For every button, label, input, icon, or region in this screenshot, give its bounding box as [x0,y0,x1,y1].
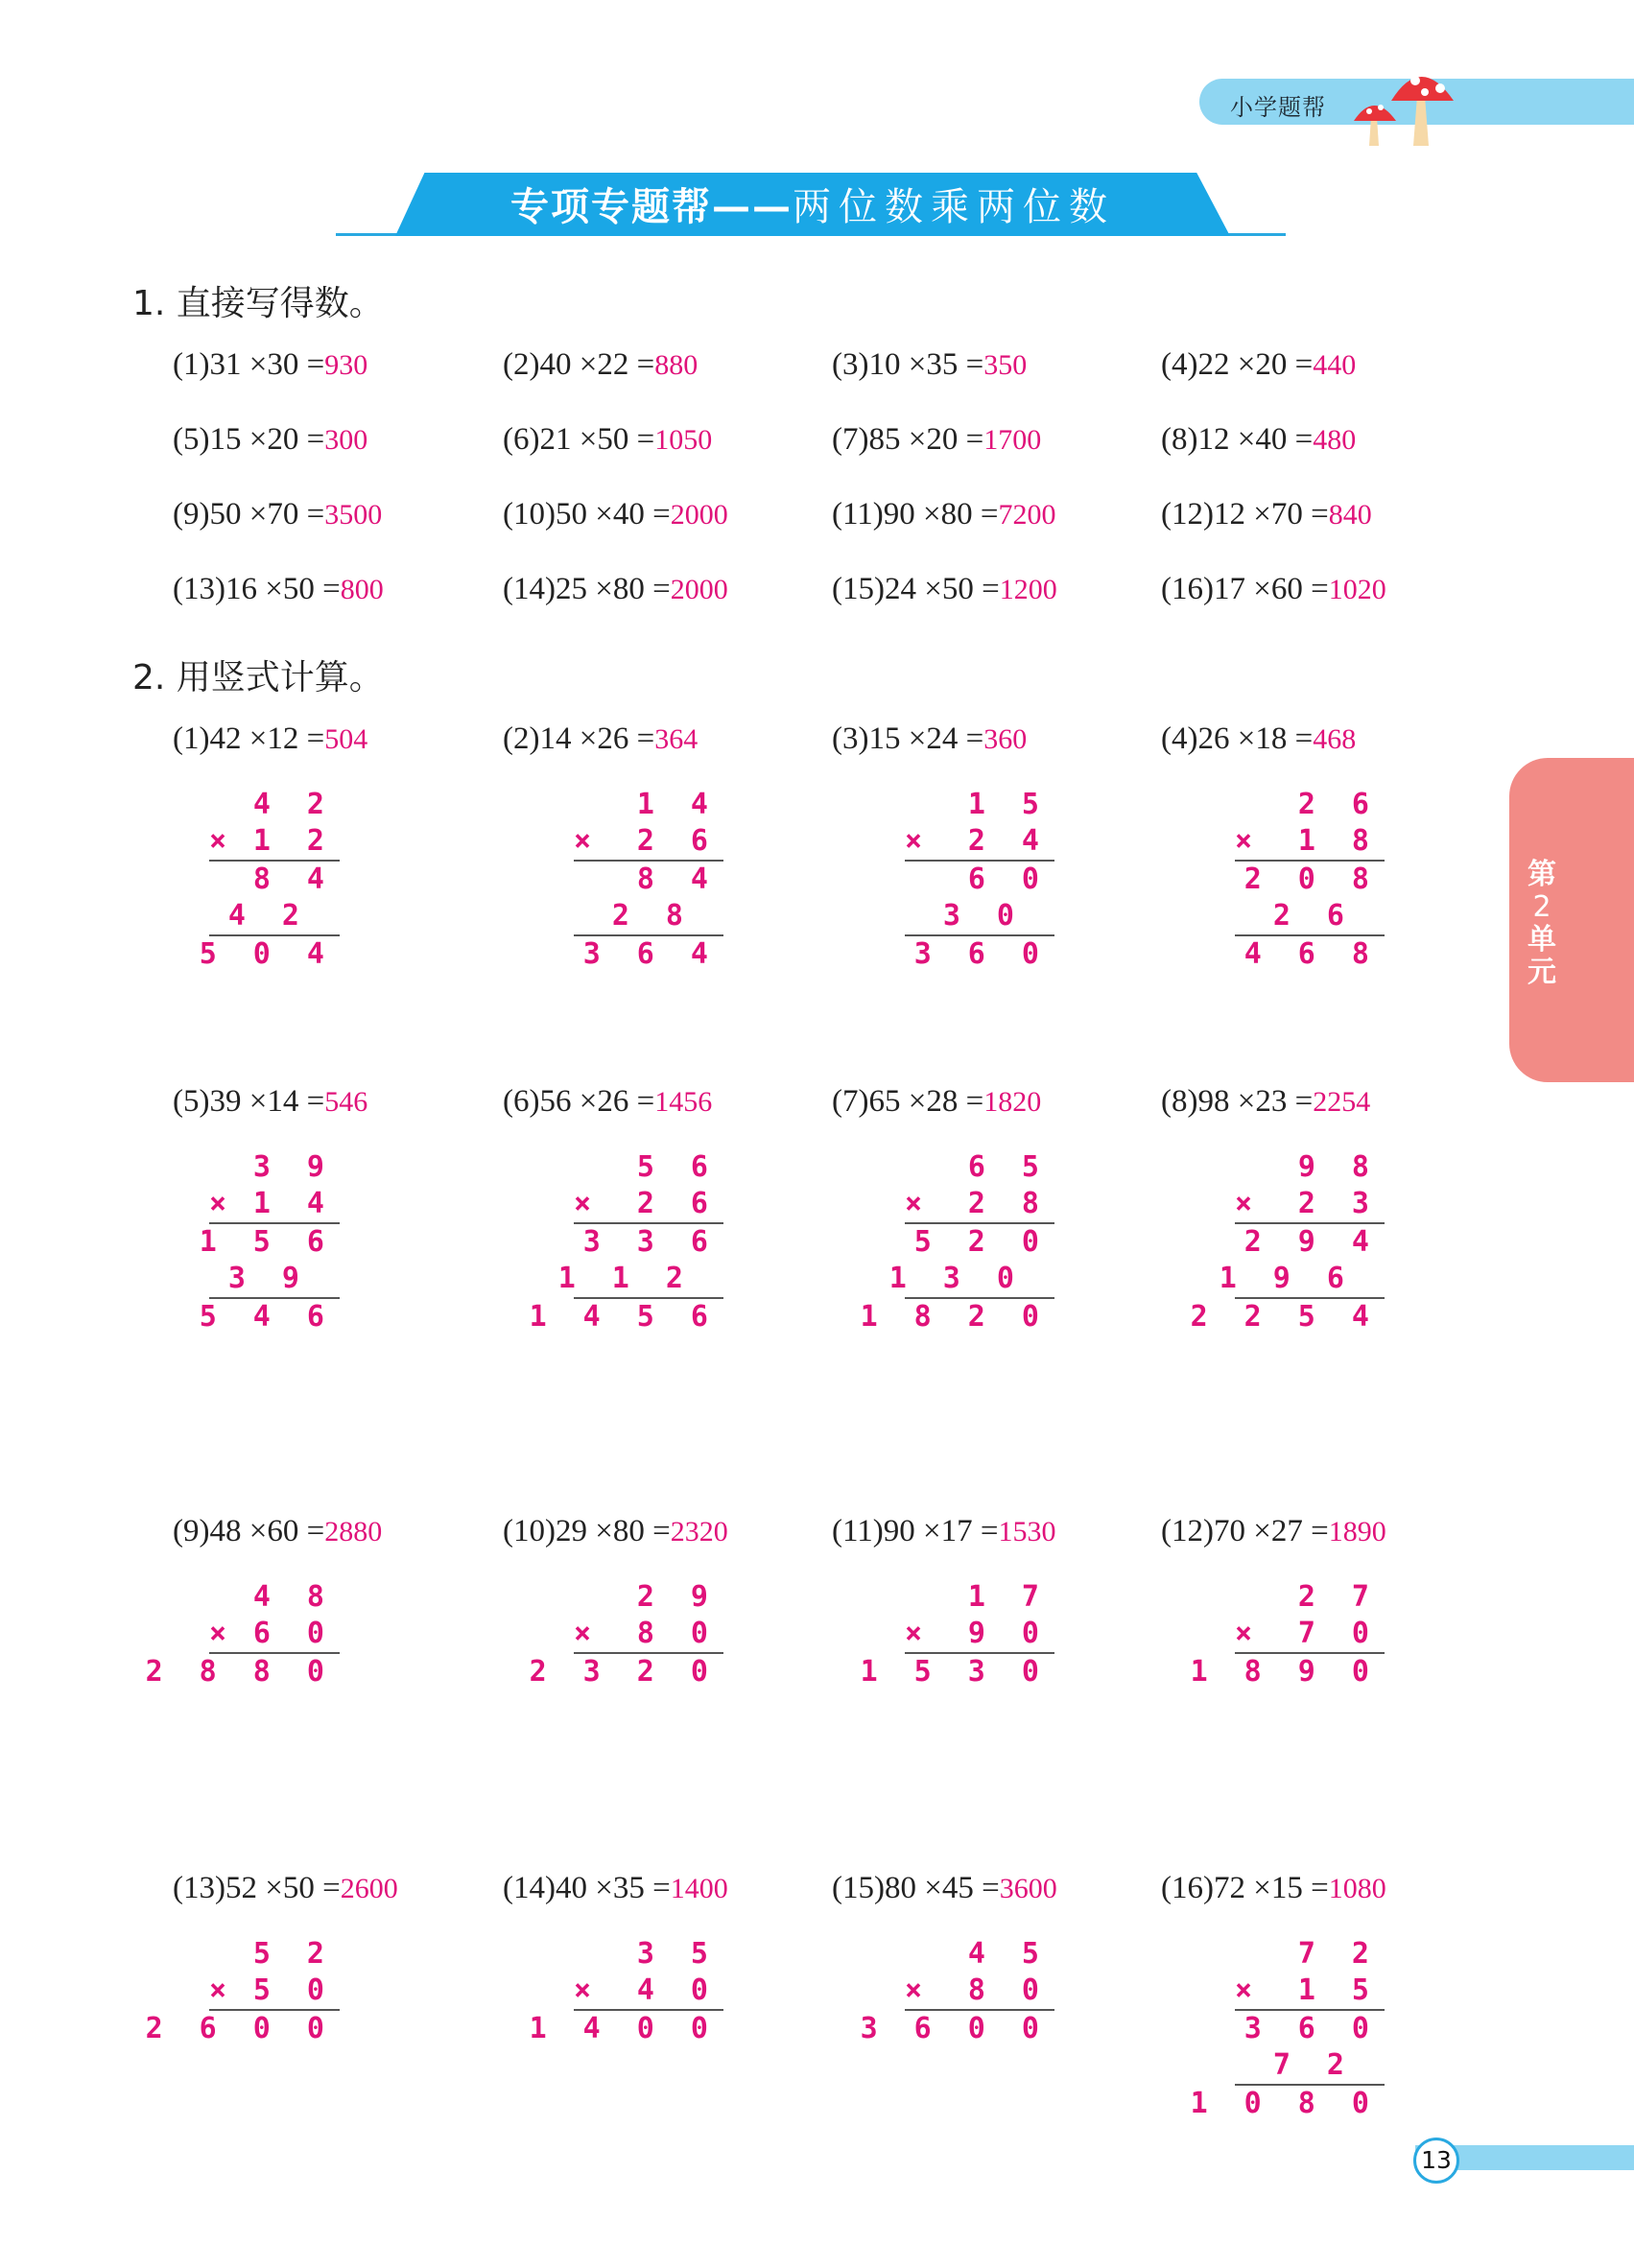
brand-label: 小学题帮 [1230,94,1326,121]
partial-product: 2 8 [611,899,693,933]
direct-problem [832,422,1041,458]
problem-answer: 1200 [999,574,1057,605]
problem-label: (4)26 ×18 = [1161,721,1314,756]
problem-label: (3)10 ×35 = [832,347,984,382]
problem-answer: 1020 [1328,574,1386,605]
product: 1 5 3 0 [860,1655,1049,1689]
product: 1 8 9 0 [1190,1655,1379,1689]
multiplier-row [574,1973,718,2009]
problem-label: (10)29 ×80 = [503,1514,671,1548]
problem-label: (14)40 ×35 = [503,1871,671,1905]
problem-label: (9)48 ×60 = [173,1514,325,1548]
problem-label: (2)14 ×26 = [503,721,655,756]
vertical-problem [173,1871,398,1906]
problem-answer: 546 [324,1086,368,1118]
vertical-calculation [860,1579,1049,1690]
vertical-calculation [529,1936,718,2047]
multiplicand: 9 8 [1297,1150,1379,1184]
partial-product: 1 5 6 [199,1225,334,1259]
title-main: 专项专题帮 [510,185,712,229]
direct-problem [832,347,1027,383]
partial-product: 3 6 0 [1243,2012,1379,2045]
multiplier-row [209,1186,334,1222]
multiplicand: 3 9 [252,1150,334,1184]
partial-product: 1 1 2 [557,1262,693,1295]
multiplicand: 3 5 [636,1937,718,1971]
title-dash: —— [712,185,793,229]
multiplier-row [574,1186,718,1222]
problem-label: (12)70 ×27 = [1161,1514,1329,1548]
multiply-sign: × [209,1617,237,1650]
problem-label: (13)16 ×50 = [173,572,341,606]
vertical-problem [1161,1084,1370,1120]
multiplicand: 1 7 [967,1580,1049,1614]
direct-problem [173,497,382,532]
problem-answer: 2600 [340,1873,398,1904]
direct-problem [1161,572,1386,607]
problem-answer: 1890 [1328,1516,1386,1547]
problem-answer: 3600 [999,1873,1057,1904]
multiplicand: 2 9 [636,1580,718,1614]
multiplicand: 1 4 [636,788,718,821]
problem-answer: 350 [983,349,1028,381]
vertical-calculation [860,1149,1049,1335]
problem-answer: 2000 [670,574,728,605]
problem-answer: 480 [1313,424,1357,456]
direct-problem [832,572,1057,607]
problem-answer: 1700 [983,424,1042,456]
vertical-calculation [529,1149,718,1335]
problem-label: (7)65 ×28 = [832,1084,984,1119]
multiplier: 2 6 [636,824,718,858]
partial-product: 1 9 6 [1219,1262,1354,1295]
multiply-sign: × [209,1973,237,2007]
multiplier: 1 5 [1297,1973,1379,2007]
problem-answer: 2000 [670,499,728,531]
section1-title: 1. 直接写得数。 [132,284,384,323]
problem-answer: 880 [654,349,699,381]
problem-answer: 1820 [983,1086,1042,1118]
problem-answer: 504 [324,723,368,755]
multiplier-row [1235,1973,1379,2009]
multiply-sign: × [574,1973,602,2007]
multiply-sign: × [209,1187,237,1220]
direct-problem [503,347,698,383]
product: 1 4 5 6 [529,1300,718,1334]
problem-answer: 364 [654,723,699,755]
direct-problem [173,422,367,458]
multiplier: 1 4 [252,1187,334,1220]
multiplier-row [209,823,334,860]
multiply-sign: × [574,1617,602,1650]
vertical-problem [173,1514,382,1549]
product: 2 2 5 4 [1190,1300,1379,1334]
problem-answer: 840 [1328,499,1372,531]
vertical-problem [832,1871,1057,1906]
multiplier-row [1235,1186,1379,1222]
problem-answer: 360 [983,723,1028,755]
problem-label: (6)21 ×50 = [503,422,655,457]
vertical-calculation [199,1149,334,1335]
problem-answer: 300 [324,424,368,456]
multiplier-row [905,1616,1049,1652]
vertical-calculation [860,1936,1049,2047]
multiplicand: 5 6 [636,1150,718,1184]
multiplier-row [574,1616,718,1652]
multiplier: 4 0 [636,1973,718,2007]
multiplicand: 2 7 [1297,1580,1379,1614]
product: 1 8 2 0 [860,1300,1049,1334]
problem-answer: 7200 [998,499,1056,531]
vertical-calculation [1190,1149,1379,1335]
title-sub: 两位数乘两位数 [793,185,1115,229]
vertical-calculation [574,787,718,973]
multiplicand: 2 6 [1297,788,1379,821]
multiplier-row [209,1616,334,1652]
problem-answer: 2254 [1313,1086,1371,1118]
problem-label: (16)17 ×60 = [1161,572,1329,606]
vertical-calculation [529,1579,718,1690]
multiplier: 9 0 [967,1617,1049,1650]
problem-answer: 468 [1313,723,1357,755]
multiply-sign: × [209,824,237,858]
problem-label: (1)42 ×12 = [173,721,325,756]
partial-product: 4 2 [227,899,309,933]
product: 2 6 0 0 [145,2012,334,2045]
multiplier: 2 3 [1297,1187,1379,1220]
vertical-problem [503,1871,728,1906]
vertical-problem [1161,1871,1386,1906]
multiplier-row [209,1973,334,2009]
multiplier-row [1235,1616,1379,1652]
product: 5 4 6 [199,1300,334,1334]
multiplier-row [905,1186,1049,1222]
partial-product: 2 0 8 [1243,862,1379,896]
problem-label: (15)24 ×50 = [832,572,1000,606]
mushroom-icon [1348,58,1463,149]
multiply-sign: × [574,824,602,858]
partial-product: 3 9 [227,1262,309,1295]
multiplier: 2 8 [967,1187,1049,1220]
vertical-problem [832,721,1027,757]
multiply-sign: × [905,1617,933,1650]
page-title [395,177,1230,231]
multiplicand: 6 5 [967,1150,1049,1184]
multiplicand: 4 5 [967,1937,1049,1971]
multiply-sign: × [1235,824,1263,858]
problem-label: (3)15 ×24 = [832,721,984,756]
unit-char: 元 [1527,956,1556,989]
product: 4 6 8 [1243,937,1379,971]
direct-problem [1161,347,1356,383]
multiplier-row [574,823,718,860]
vertical-calculation [1235,787,1379,973]
direct-problem [173,347,367,383]
vertical-problem [173,721,367,757]
section2-title: 2. 用竖式计算。 [132,658,384,697]
partial-product: 3 3 6 [582,1225,718,1259]
direct-problem [1161,422,1356,458]
multiplicand: 4 8 [252,1580,334,1614]
direct-problem [1161,497,1372,532]
multiplier: 1 2 [252,824,334,858]
direct-problem [503,572,728,607]
partial-product: 5 2 0 [913,1225,1049,1259]
problem-answer: 930 [324,349,368,381]
vertical-problem [832,1084,1041,1120]
unit-char: 2 [1532,890,1551,924]
problem-answer: 2880 [324,1516,383,1547]
vertical-calculation [1190,1579,1379,1690]
vertical-problem [503,1514,728,1549]
product: 5 0 4 [199,937,334,971]
problem-label: (1)31 ×30 = [173,347,325,382]
unit-tab-label [1523,859,1561,989]
problem-answer: 1400 [670,1873,728,1904]
product: 3 6 0 [913,937,1049,971]
product: 3 6 4 [582,937,718,971]
problem-label: (8)98 ×23 = [1161,1084,1314,1119]
partial-product: 1 3 0 [888,1262,1024,1295]
problem-answer: 800 [340,574,384,605]
product: 3 6 0 0 [860,2012,1049,2045]
problem-answer: 440 [1313,349,1357,381]
multiply-sign: × [905,824,933,858]
unit-char: 单 [1527,923,1556,957]
partial-product: 3 0 [942,899,1024,933]
unit-char: 第 [1527,858,1556,891]
problem-answer: 2320 [670,1516,728,1547]
vertical-calculation [145,1579,334,1690]
problem-label: (11)90 ×17 = [832,1514,999,1548]
problem-label: (15)80 ×45 = [832,1871,1000,1905]
problem-answer: 1050 [654,424,713,456]
partial-product: 2 9 4 [1243,1225,1379,1259]
multiplicand: 7 2 [1297,1937,1379,1971]
vertical-calculation [145,1936,334,2047]
problem-label: (14)25 ×80 = [503,572,671,606]
vertical-problem [173,1084,367,1120]
problem-label: (5)15 ×20 = [173,422,325,457]
multiply-sign: × [905,1187,933,1220]
vertical-calculation [1190,1936,1379,2122]
vertical-problem [503,1084,712,1120]
problem-label: (16)72 ×15 = [1161,1871,1329,1905]
multiplier: 8 0 [636,1617,718,1650]
page-number: 13 [1413,2138,1459,2184]
problem-label: (11)90 ×80 = [832,497,999,532]
problem-label: (8)12 ×40 = [1161,422,1314,457]
product: 1 0 8 0 [1190,2087,1379,2120]
multiplier-row [1235,823,1379,860]
multiplier-row [905,823,1049,860]
multiplier: 2 4 [967,824,1049,858]
multiplier: 5 0 [252,1973,334,2007]
problem-answer: 3500 [324,499,383,531]
problem-label: (5)39 ×14 = [173,1084,325,1119]
product: 2 3 2 0 [529,1655,718,1689]
multiplicand: 4 2 [252,788,334,821]
problem-label: (12)12 ×70 = [1161,497,1329,532]
product: 2 8 8 0 [145,1655,334,1689]
multiplicand: 5 2 [252,1937,334,1971]
direct-problem [503,497,728,532]
multiplicand: 1 5 [967,788,1049,821]
direct-problem [503,422,712,458]
multiply-sign: × [1235,1617,1263,1650]
problem-label: (13)52 ×50 = [173,1871,341,1905]
vertical-problem [1161,721,1356,757]
multiplier: 6 0 [252,1617,334,1650]
vertical-calculation [905,787,1049,973]
partial-product: 8 4 [252,862,334,896]
problem-label: (6)56 ×26 = [503,1084,655,1119]
direct-problem [832,497,1055,532]
multiply-sign: × [905,1973,933,2007]
problem-label: (10)50 ×40 = [503,497,671,532]
multiplier: 8 0 [967,1973,1049,2007]
vertical-calculation [199,787,334,973]
partial-product: 8 4 [636,862,718,896]
multiply-sign: × [574,1187,602,1220]
multiplier: 1 8 [1297,824,1379,858]
problem-label: (2)40 ×22 = [503,347,655,382]
problem-label: (4)22 ×20 = [1161,347,1314,382]
partial-product: 2 6 [1272,899,1354,933]
multiply-sign: × [1235,1187,1263,1220]
partial-product: 6 0 [967,862,1049,896]
multiply-sign: × [1235,1973,1263,2007]
problem-answer: 1080 [1328,1873,1386,1904]
partial-product: 7 2 [1272,2048,1354,2082]
direct-problem [173,572,384,607]
multiplier: 7 0 [1297,1617,1379,1650]
vertical-problem [832,1514,1055,1549]
problem-answer: 1530 [998,1516,1056,1547]
problem-label: (7)85 ×20 = [832,422,984,457]
vertical-problem [1161,1514,1386,1549]
vertical-problem [503,721,698,757]
problem-answer: 1456 [654,1086,713,1118]
multiplier-row [905,1973,1049,2009]
multiplier: 2 6 [636,1187,718,1220]
product: 1 4 0 0 [529,2012,718,2045]
problem-label: (9)50 ×70 = [173,497,325,532]
